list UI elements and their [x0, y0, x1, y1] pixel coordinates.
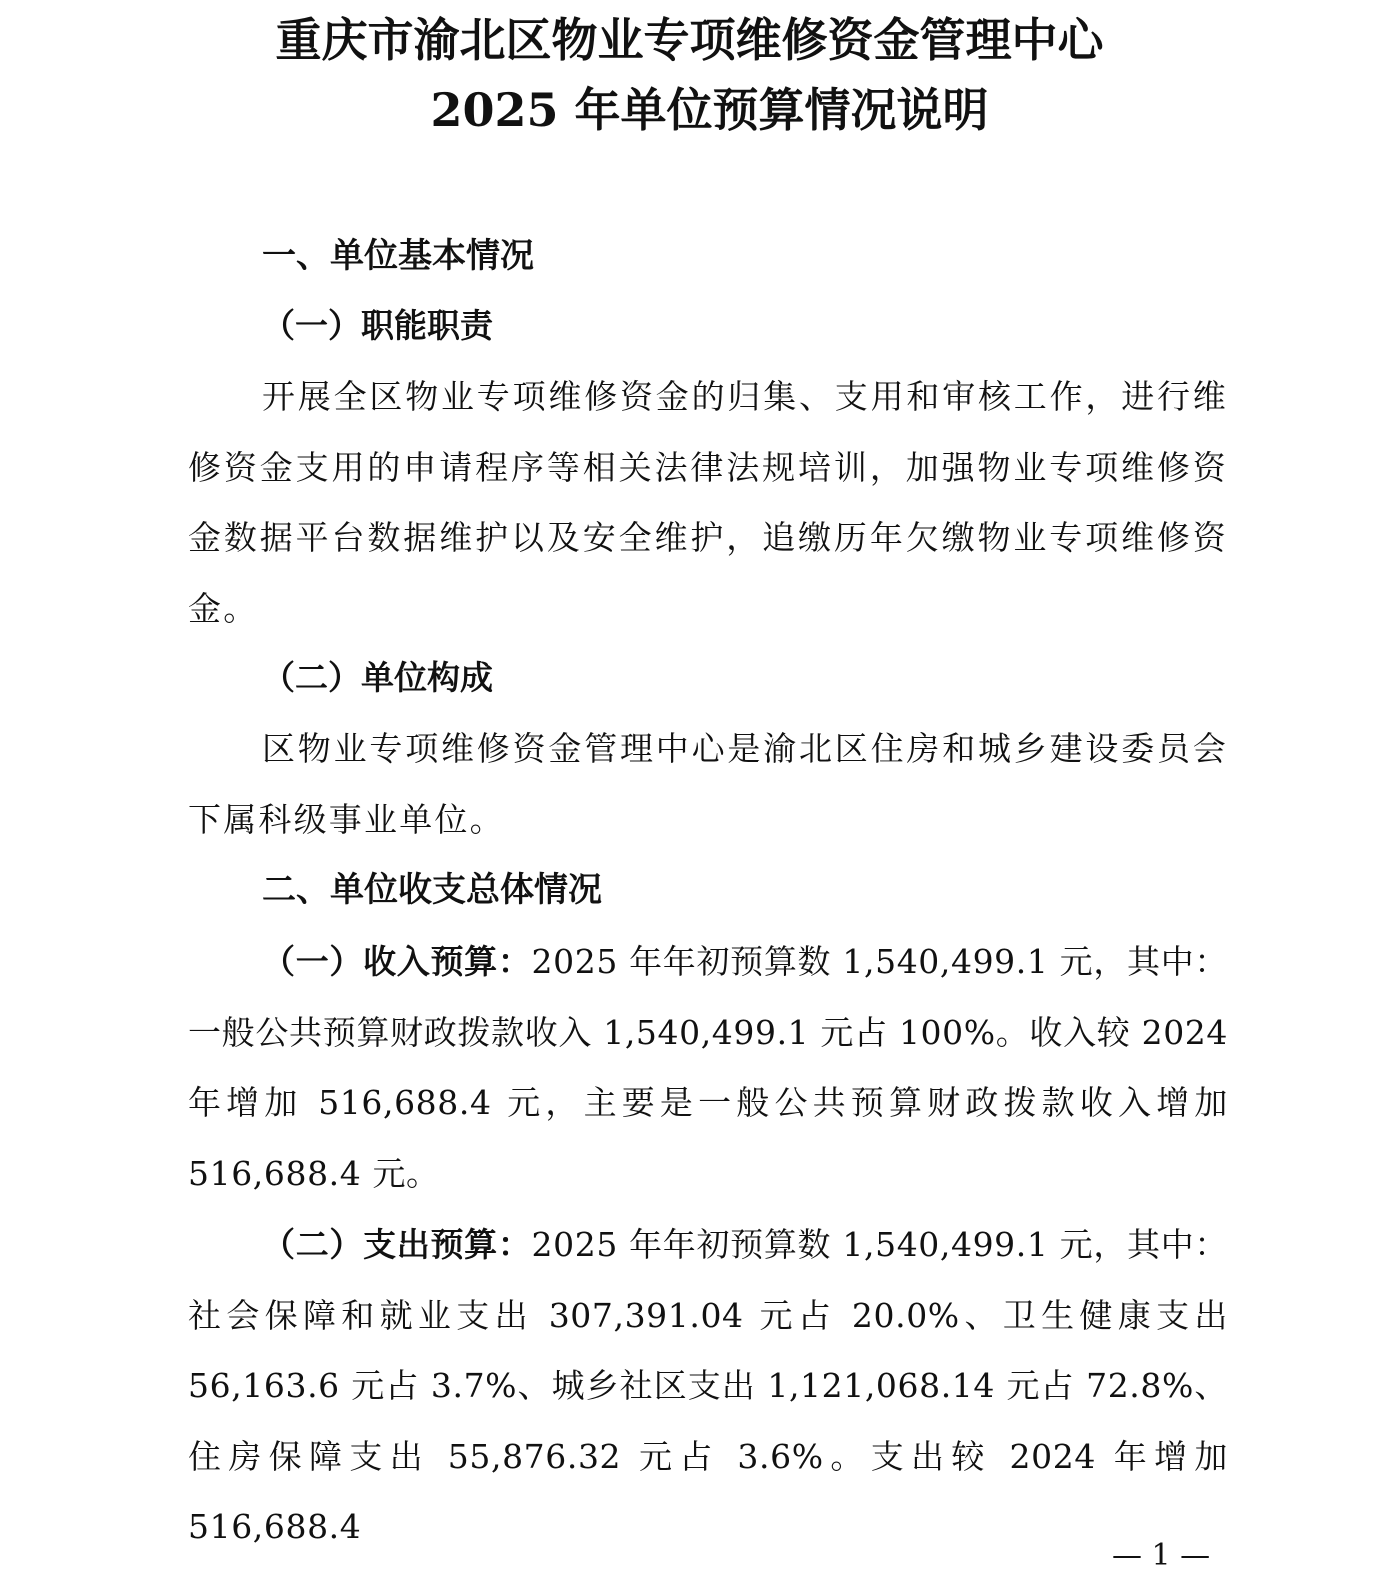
expense-budget-lead: （二）支出预算： — [262, 1225, 532, 1264]
section-heading-income-expense: 二、单位收支总体情况 — [262, 870, 602, 910]
paragraph-income-budget — [188, 927, 1228, 1209]
paragraph-composition: 区物业专项维修资金管理中心是渝北区住房和城乡建设委员会下属科级事业单位。 — [188, 729, 1228, 839]
expense-budget-text: 2025 年年初预算数 1,540,499.1 元，其中：社会保障和就业支出 307,391.04 元占 20.0%、卫生健康支出 56,163.6 元占 3.7%、城乡社区支出 1,121,068.14 元占 72.8%、住房保障支出 55,876.32 元占 3.6%。支出较 2024 年增加 516,688.4 — [188, 1225, 1228, 1546]
section-heading-basic-info: 一、单位基本情况 — [262, 236, 534, 276]
paragraph-expense-budget — [188, 1210, 1228, 1563]
page-number: — 1 — — [1112, 1538, 1211, 1573]
paragraph-functions: 开展全区物业专项维修资金的归集、支用和审核工作，进行维修资金支用的申请程序等相关法律法规培训，加强物业专项维修资金数据平台数据维护以及安全维护，追缴历年欠缴物业专项维修资金。 — [188, 377, 1228, 628]
document-title-line-1: 重庆市渝北区物业专项维修资金管理中心 — [275, 13, 1104, 67]
income-budget-text: 2025 年年初预算数 1,540,499.1 元，其中：一般公共预算财政拨款收入 1,540,499.1 元占 100%。收入较 2024 年增加 516,688.4 元，主要是一般公共预算财政拨款收入增加 516,688.4 元。 — [188, 942, 1228, 1193]
document-title-line-2: 2025 年单位预算情况说明 — [430, 83, 989, 137]
subsection-heading-composition: （二）单位构成 — [262, 658, 493, 697]
subsection-heading-functions: （一）职能职责 — [262, 306, 493, 345]
income-budget-lead: （一）收入预算： — [262, 942, 532, 981]
